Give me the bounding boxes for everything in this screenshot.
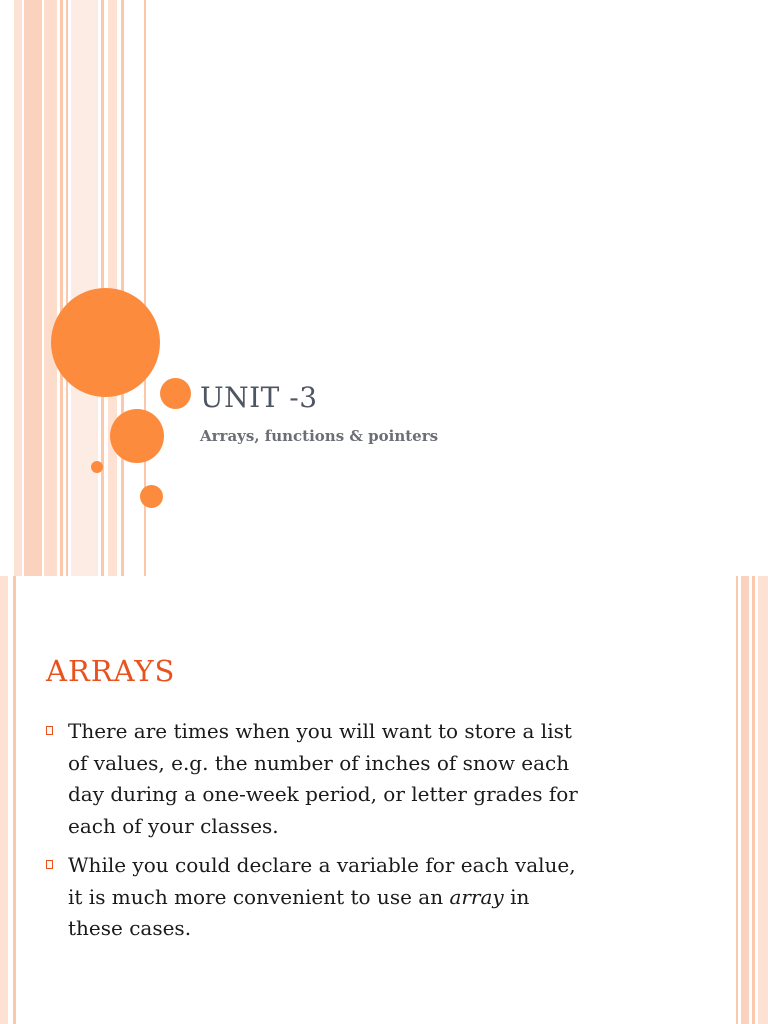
emphasis-text: array [449, 884, 504, 909]
bullet-icon [46, 726, 53, 735]
decor-circle-tiny [91, 461, 103, 473]
decor-stripe [44, 0, 57, 576]
bullet-text: it is much more convenient to use an [68, 884, 450, 909]
decor-stripe [13, 576, 16, 1024]
bullet-line: There are times when you will want to store a list [68, 719, 572, 743]
decor-stripe [752, 576, 755, 1024]
decor-stripe [14, 0, 22, 576]
bullet-line: While you could declare a variable for each value, [68, 853, 576, 877]
decor-stripe [24, 0, 42, 576]
decor-stripe [66, 0, 68, 576]
decor-stripe [741, 576, 749, 1024]
decor-stripe [0, 576, 8, 1024]
bullet-text: in [503, 884, 530, 909]
bullet-line: of values, e.g. the number of inches of snow each [68, 750, 570, 775]
bullet-line: each of your classes. [68, 813, 279, 838]
slide-subtitle: Arrays, functions & pointers [200, 427, 439, 445]
bullet-item [46, 716, 686, 842]
decor-stripe [736, 576, 738, 1024]
bullet-icon [46, 860, 53, 869]
bullet-item [46, 850, 686, 945]
bullet-line [68, 882, 686, 914]
content-slide [0, 576, 768, 1024]
decor-circle-large [51, 288, 160, 397]
bullet-line: these cases. [68, 916, 192, 940]
decor-circle-small [140, 485, 163, 508]
decor-circle-medium [110, 409, 164, 463]
decor-circle-small [160, 378, 191, 409]
slide-heading: ARRAYS [46, 654, 176, 688]
slide-title: UNIT -3 [200, 381, 318, 414]
decor-stripe [71, 0, 98, 576]
decor-stripe [121, 0, 124, 576]
decor-stripe [60, 0, 63, 576]
bullet-line: day during a one-week period, or letter grades for [68, 782, 578, 806]
bullet-list [46, 716, 686, 953]
decor-stripe [758, 576, 768, 1024]
